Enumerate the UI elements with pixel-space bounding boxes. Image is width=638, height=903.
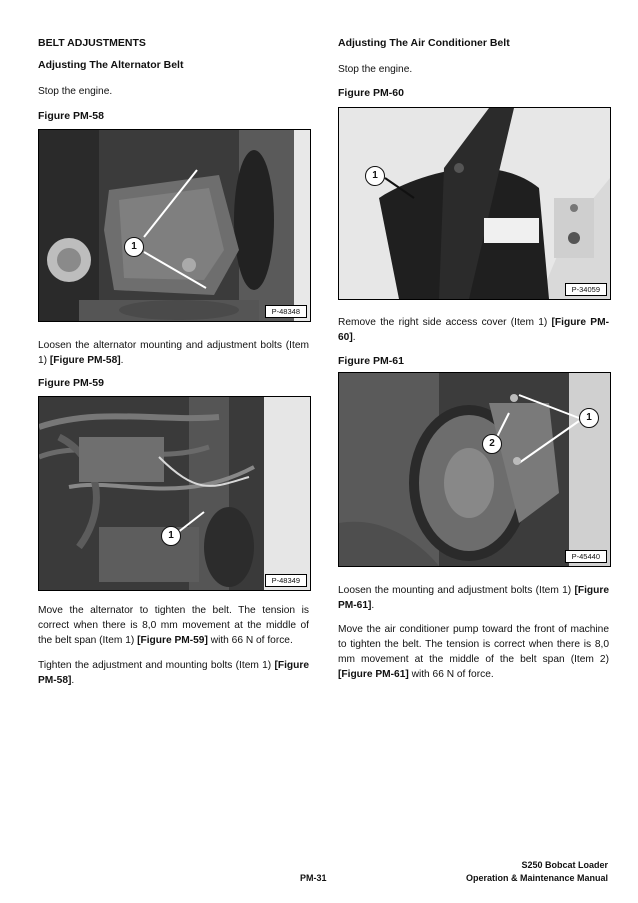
left-para-1: Loosen the alternator mounting and adjustment bolts (Item 1) [Figure PM-58]. bbox=[38, 340, 309, 366]
footer-manual: Operation & Maintenance Manual bbox=[465, 873, 608, 883]
figure-pm-61-callout-1: 1 bbox=[579, 408, 599, 428]
ac-belt-title: Adjusting The Air Conditioner Belt bbox=[338, 37, 510, 49]
figure-pm-60-label: Figure PM-60 bbox=[338, 87, 404, 99]
figure-pm-59-callout-1: 1 bbox=[161, 526, 181, 546]
figure-pm-58-code: P-48348 bbox=[265, 305, 307, 318]
figure-pm-60-callout-1: 1 bbox=[365, 166, 385, 186]
right-para-2: Loosen the mounting and adjustment bolts (Item 1) [Figure PM-61]. bbox=[338, 585, 609, 611]
left-para-3: Tighten the adjustment and mounting bolts (Item 1) [Figure PM-58]. bbox=[38, 660, 309, 686]
footer-product: S250 Bobcat Loader bbox=[521, 860, 608, 870]
section-title: BELT ADJUSTMENTS bbox=[38, 37, 146, 49]
figure-pm-61-callout-2: 2 bbox=[482, 434, 502, 454]
figure-pm-59-photo bbox=[38, 396, 311, 591]
page-number: PM-31 bbox=[300, 873, 327, 883]
figure-pm-60-code: P-34059 bbox=[565, 283, 607, 296]
stop-engine-left: Stop the engine. bbox=[38, 86, 113, 97]
figure-pm-61-code: P-45440 bbox=[565, 550, 607, 563]
stop-engine-right: Stop the engine. bbox=[338, 64, 413, 75]
figure-pm-60-photo bbox=[338, 107, 611, 300]
figure-pm-61-label: Figure PM-61 bbox=[338, 355, 404, 367]
right-para-3: Move the air conditioner pump toward the front of machine to tighten the belt. The tension is correct when there is 8,0 mm movement at the middle of the belt span (Item 2) [Figure PM-61] with 66 N of force. bbox=[338, 624, 609, 680]
alternator-belt-title: Adjusting The Alternator Belt bbox=[38, 59, 184, 71]
figure-pm-58-photo bbox=[38, 129, 311, 322]
figure-pm-59-code: P-48349 bbox=[265, 574, 307, 587]
figure-pm-58-callout-1: 1 bbox=[124, 237, 144, 257]
figure-pm-59-label: Figure PM-59 bbox=[38, 377, 104, 389]
left-para-2: Move the alternator to tighten the belt. The tension is correct when there is 8,0 mm movement at the middle of the belt span (Item 1) [Figure PM-59] with 66 N of force. bbox=[38, 605, 309, 646]
right-para-1: Remove the right side access cover (Item 1) [Figure PM-60]. bbox=[338, 317, 609, 343]
figure-pm-58-label: Figure PM-58 bbox=[38, 110, 104, 122]
figure-pm-61-photo bbox=[338, 372, 611, 567]
